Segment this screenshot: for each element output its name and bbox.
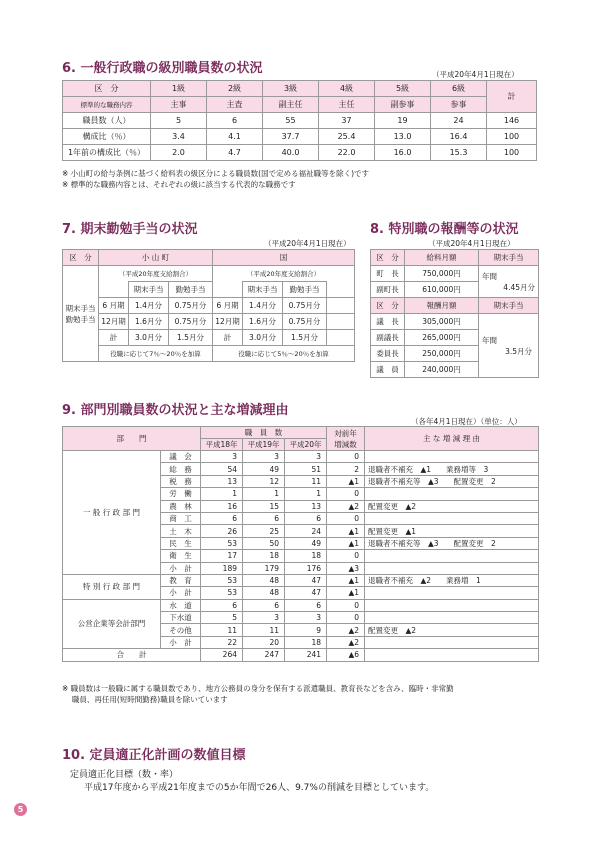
dept-name: 議 会 — [161, 451, 201, 463]
cell: 1.5月分 — [283, 330, 327, 346]
s7-bonus-table — [62, 249, 355, 362]
cell: 610,000円 — [405, 282, 479, 298]
cell: 6 — [243, 599, 285, 611]
cell: 19 — [375, 113, 431, 129]
period: 計 — [99, 330, 129, 346]
cell: 1 — [201, 488, 243, 500]
total-label: 合 計 — [63, 649, 201, 661]
cell: 51 — [285, 463, 327, 475]
reason-cell — [365, 599, 539, 611]
cell: 13 — [285, 500, 327, 512]
dept-name: 衛 生 — [161, 550, 201, 562]
change-cell: 2 — [327, 463, 365, 475]
cell: 3 — [285, 612, 327, 624]
cell: 26 — [201, 525, 243, 537]
dept-name: 商 工 — [161, 512, 201, 524]
s7-town-kimatsu-head: 期末手当 — [129, 282, 169, 298]
change-cell: ▲1 — [327, 574, 365, 586]
s9-note-2: 職員、再任用(短時間勤務)職員を除いています — [62, 695, 228, 704]
reason-cell: 退職者不補充等 ▲3 配置変更 2 — [365, 537, 539, 549]
change-cell: 0 — [327, 599, 365, 611]
s9-date: （各年4月1日現在）（単位：人） — [411, 417, 522, 426]
cell: 750,000円 — [405, 266, 479, 282]
s9-dept-table — [62, 426, 539, 662]
change-cell: ▲2 — [327, 636, 365, 648]
table-row — [371, 314, 539, 330]
change-cell: 0 — [327, 612, 365, 624]
cell: 40.0 — [263, 145, 319, 161]
s8-head1-kubun: 区 分 — [371, 250, 405, 266]
cell: 54 — [201, 463, 243, 475]
row-label: 町 長 — [371, 266, 405, 282]
group-label: 特 別 行 政 部 門 — [63, 574, 161, 599]
cell: 15 — [243, 500, 285, 512]
s6-note-2: ※ 標準的な職務内容とは、それぞれの級に該当する代表的な職務です — [62, 180, 296, 189]
s6-std-4: 主任 — [319, 97, 375, 113]
cell: 53 — [201, 574, 243, 586]
s9-year-3: 平成20年 — [285, 439, 327, 451]
cell: 25 — [243, 525, 285, 537]
cell: 48 — [243, 587, 285, 599]
dept-name: 農 林 — [161, 500, 201, 512]
total-row — [63, 649, 539, 661]
cell: 48 — [243, 574, 285, 586]
cell: 5 — [151, 113, 207, 129]
row-label: 構成比（％） — [63, 129, 151, 145]
s8-date: （平成20年4月1日現在） — [428, 239, 515, 248]
s6-grade-1: 1級 — [151, 81, 207, 97]
s9-year-1: 平成18年 — [201, 439, 243, 451]
group-label: 公営企業等会計部門 — [63, 599, 161, 649]
cell: 15.3 — [431, 145, 487, 161]
s6-std-label: 標準的な職務内容 — [63, 97, 151, 113]
cell: 22 — [201, 636, 243, 648]
reason-cell — [365, 587, 539, 599]
s8-head1-salary: 給料月額 — [405, 250, 479, 266]
dept-name: 税 務 — [161, 475, 201, 487]
cell: 100 — [487, 129, 537, 145]
cell: 265,000円 — [405, 330, 479, 346]
cell: 241 — [285, 649, 327, 661]
s6-date: （平成20年4月1日現在） — [432, 70, 519, 79]
table-row — [63, 599, 539, 611]
table-row — [63, 113, 537, 129]
cell: 13.0 — [375, 129, 431, 145]
cell: 1.6月分 — [243, 314, 283, 330]
s8-head2-kubun: 区 分 — [371, 298, 405, 314]
cell: 4.7 — [207, 145, 263, 161]
reason-cell: 配置変更 ▲1 — [365, 525, 539, 537]
cell: 16.0 — [375, 145, 431, 161]
s6-std-1: 主事 — [151, 97, 207, 113]
cell: 250,000円 — [405, 346, 479, 362]
cell: 13 — [201, 475, 243, 487]
cell: 189 — [201, 562, 243, 574]
s9-note-1: ※ 職員数は一般職に属する職員数であり、地方公務員の身分を保有する派遣職員、教育長などを含み、臨時・非常勤 — [62, 684, 454, 693]
s9-col-staff: 職 員 数 — [201, 427, 327, 439]
bonus-value: 4.45月分 — [503, 282, 535, 292]
dept-name: 教 育 — [161, 574, 201, 586]
period: 6 月期 — [99, 298, 129, 314]
cell: 1 — [285, 488, 327, 500]
cell: 11 — [285, 475, 327, 487]
cell: 18 — [285, 550, 327, 562]
dept-name: 小 計 — [161, 636, 201, 648]
cell: 0.75月分 — [283, 314, 327, 330]
cell: 2.0 — [151, 145, 207, 161]
s10-subtitle: 定員適正化目標（数・率） — [70, 770, 179, 780]
change-cell: 0 — [327, 512, 365, 524]
table-row — [63, 574, 539, 586]
change-cell: ▲1 — [327, 537, 365, 549]
cell: 3.4 — [151, 129, 207, 145]
change-cell: ▲1 — [327, 587, 365, 599]
s6-col-kubun: 区 分 — [63, 81, 151, 97]
cell: 0.75月分 — [283, 298, 327, 314]
s8-bonus2 — [479, 314, 539, 378]
row-label: 副議長 — [371, 330, 405, 346]
reason-cell — [365, 636, 539, 648]
period: 計 — [213, 330, 243, 346]
period: 6 月期 — [213, 298, 243, 314]
change-cell: ▲1 — [327, 525, 365, 537]
s6-grade-5: 5級 — [375, 81, 431, 97]
cell: 176 — [285, 562, 327, 574]
table-row — [63, 145, 537, 161]
cell: 16 — [201, 500, 243, 512]
dept-name: 総 務 — [161, 463, 201, 475]
s6-header-row — [63, 81, 537, 97]
s6-std-6: 参事 — [431, 97, 487, 113]
cell: 11 — [201, 624, 243, 636]
s9-col-bumon: 部 門 — [63, 427, 201, 451]
cell: 53 — [201, 537, 243, 549]
dept-name: 下水道 — [161, 612, 201, 624]
period: 12月期 — [99, 314, 129, 330]
s6-std-5: 副参事 — [375, 97, 431, 113]
table-row — [63, 129, 537, 145]
dept-name: 労 働 — [161, 488, 201, 500]
bonus-label: 年間 — [482, 271, 497, 281]
cell: 24 — [285, 525, 327, 537]
reason-cell: 配置変更 ▲2 — [365, 624, 539, 636]
s9-year-2: 平成19年 — [243, 439, 285, 451]
row-label: 職員数（人） — [63, 113, 151, 129]
s6-std-2: 主査 — [207, 97, 263, 113]
cell: 37.7 — [263, 129, 319, 145]
s9-col-reason: 主 な 増 減 理 由 — [365, 427, 539, 451]
cell: 247 — [243, 649, 285, 661]
reason-cell — [365, 550, 539, 562]
cell: 37 — [319, 113, 375, 129]
s9-col-change — [327, 427, 365, 451]
dept-name: 民 生 — [161, 537, 201, 549]
s6-grade-6: 6級 — [431, 81, 487, 97]
cell: 53 — [201, 587, 243, 599]
table-row — [371, 266, 539, 282]
cell: 25.4 — [319, 129, 375, 145]
s8-special-table — [370, 249, 539, 378]
cell: 1.5月分 — [169, 330, 213, 346]
reason-cell — [365, 512, 539, 524]
reason-cell — [365, 649, 539, 661]
cell: 3 — [243, 612, 285, 624]
s10-text: 平成17年度から平成21年度までの5か年間で26人、9.7%の削減を目標としています。 — [84, 783, 435, 793]
row-label: 議 長 — [371, 314, 405, 330]
dept-name: その他 — [161, 624, 201, 636]
s6-std-3: 副主任 — [263, 97, 319, 113]
dept-name: 小 計 — [161, 587, 201, 599]
page-number: 5 — [14, 803, 27, 816]
row-label: 副町長 — [371, 282, 405, 298]
cell: 50 — [243, 537, 285, 549]
cell: 3.0月分 — [129, 330, 169, 346]
cell: 22.0 — [319, 145, 375, 161]
s7-side-label-2: 勤勉手当 — [65, 314, 96, 324]
s6-col-total: 計 — [487, 81, 537, 113]
change-cell: 0 — [327, 488, 365, 500]
cell: 6 — [207, 113, 263, 129]
cell: 47 — [285, 574, 327, 586]
change-cell: ▲3 — [327, 562, 365, 574]
cell: 1.6月分 — [129, 314, 169, 330]
s6-grade-3: 3級 — [263, 81, 319, 97]
group-label: 一 般 行 政 部 門 — [63, 451, 161, 575]
cell: 6 — [201, 512, 243, 524]
s6-grade-4: 4級 — [319, 81, 375, 97]
change-cell: ▲2 — [327, 500, 365, 512]
cell: 11 — [243, 624, 285, 636]
s8-title: 8. 特別職の報酬等の状況 — [370, 222, 519, 237]
s7-col-town: 小 山 町 — [99, 250, 213, 266]
s7-town-note: 役職に応じて7％～20％を加算 — [99, 346, 213, 362]
change-cell: 0 — [327, 451, 365, 463]
cell: 264 — [201, 649, 243, 661]
s7-town-kinben-head: 勤勉手当 — [169, 282, 213, 298]
s9-col-change-1: 対前年 — [334, 428, 357, 438]
cell: 12 — [243, 475, 285, 487]
cell: 100 — [487, 145, 537, 161]
cell: 0.75月分 — [169, 298, 213, 314]
s8-bonus1 — [479, 266, 539, 298]
change-cell: ▲6 — [327, 649, 365, 661]
reason-cell: 退職者不補充 ▲1 業務増等 3 — [365, 463, 539, 475]
cell: 49 — [243, 463, 285, 475]
cell: 3 — [201, 451, 243, 463]
cell: 3.0月分 — [243, 330, 283, 346]
cell: 1.4月分 — [243, 298, 283, 314]
s8-head1-bonus: 期末手当 — [479, 250, 539, 266]
cell: 18 — [243, 550, 285, 562]
reason-cell: 退職者不補充等 ▲3 配置変更 2 — [365, 475, 539, 487]
cell: 146 — [487, 113, 537, 129]
dept-name: 小 計 — [161, 562, 201, 574]
s7-nation-rate-label: （平成20年度支給割合） — [213, 266, 355, 282]
cell: 24 — [431, 113, 487, 129]
cell: 6 — [201, 599, 243, 611]
row-label: 議 員 — [371, 362, 405, 378]
cell: 3 — [285, 451, 327, 463]
s9-title: 9. 部門別職員数の状況と主な増減理由 — [62, 403, 289, 418]
cell: 9 — [285, 624, 327, 636]
reason-cell — [365, 488, 539, 500]
table-row — [63, 330, 355, 346]
s6-grade-2: 2級 — [207, 81, 263, 97]
period: 12月期 — [213, 314, 243, 330]
table-row — [63, 451, 539, 463]
cell: 47 — [285, 587, 327, 599]
cell: 6 — [285, 599, 327, 611]
s7-town-rate-label: （平成20年度支給割合） — [99, 266, 213, 282]
s6-grade-table — [62, 80, 537, 161]
cell: 6 — [243, 512, 285, 524]
s7-nation-note: 役職に応じて5％～20％を加算 — [213, 346, 355, 362]
s8-head2-salary: 報酬月額 — [405, 298, 479, 314]
reason-cell — [365, 612, 539, 624]
dept-name: 土 木 — [161, 525, 201, 537]
s7-nation-kinben-head: 勤勉手当 — [283, 282, 327, 298]
table-row — [63, 314, 355, 330]
s9-col-change-2: 増減数 — [334, 439, 357, 449]
cell: 3 — [243, 451, 285, 463]
cell: 4.1 — [207, 129, 263, 145]
row-label: 委員長 — [371, 346, 405, 362]
s7-side-label — [63, 266, 99, 362]
change-cell: ▲2 — [327, 624, 365, 636]
change-cell: 0 — [327, 550, 365, 562]
s6-std-row — [63, 97, 537, 113]
s7-title: 7. 期末勤勉手当の状況 — [62, 222, 198, 237]
cell: 55 — [263, 113, 319, 129]
s10-title: 10. 定員適正化計画の数値目標 — [62, 748, 246, 763]
s7-col-kubun: 区 分 — [63, 250, 99, 266]
reason-cell: 退職者不補充 ▲2 業務増 1 — [365, 574, 539, 586]
cell: 17 — [201, 550, 243, 562]
change-cell: ▲1 — [327, 475, 365, 487]
cell: 240,000円 — [405, 362, 479, 378]
cell: 1 — [243, 488, 285, 500]
reason-cell — [365, 562, 539, 574]
cell: 0.75月分 — [169, 314, 213, 330]
cell: 20 — [243, 636, 285, 648]
s7-side-label-1: 期末手当 — [65, 303, 96, 313]
bonus-label: 年間 — [482, 335, 497, 345]
cell: 49 — [285, 537, 327, 549]
s6-title: 6. 一般行政職の級別職員数の状況 — [62, 61, 263, 76]
cell: 5 — [201, 612, 243, 624]
row-label: 1年前の構成比（％） — [63, 145, 151, 161]
s7-col-nation: 国 — [213, 250, 355, 266]
reason-cell: 配置変更 ▲2 — [365, 500, 539, 512]
cell: 1.4月分 — [129, 298, 169, 314]
table-row — [63, 298, 355, 314]
cell: 18 — [285, 636, 327, 648]
bonus-value: 3.5月分 — [505, 346, 532, 356]
s7-nation-kimatsu-head: 期末手当 — [243, 282, 283, 298]
cell: 16.4 — [431, 129, 487, 145]
s7-date: （平成20年4月1日現在） — [264, 239, 351, 248]
cell: 6 — [285, 512, 327, 524]
s6-note-1: ※ 小山町の給与条例に基づく給料表の級区分による職員数(国で定める福祉職等を除く)です — [62, 169, 370, 178]
s8-head2-bonus: 期末手当 — [479, 298, 539, 314]
reason-cell — [365, 451, 539, 463]
cell: 305,000円 — [405, 314, 479, 330]
dept-name: 水 道 — [161, 599, 201, 611]
cell: 179 — [243, 562, 285, 574]
